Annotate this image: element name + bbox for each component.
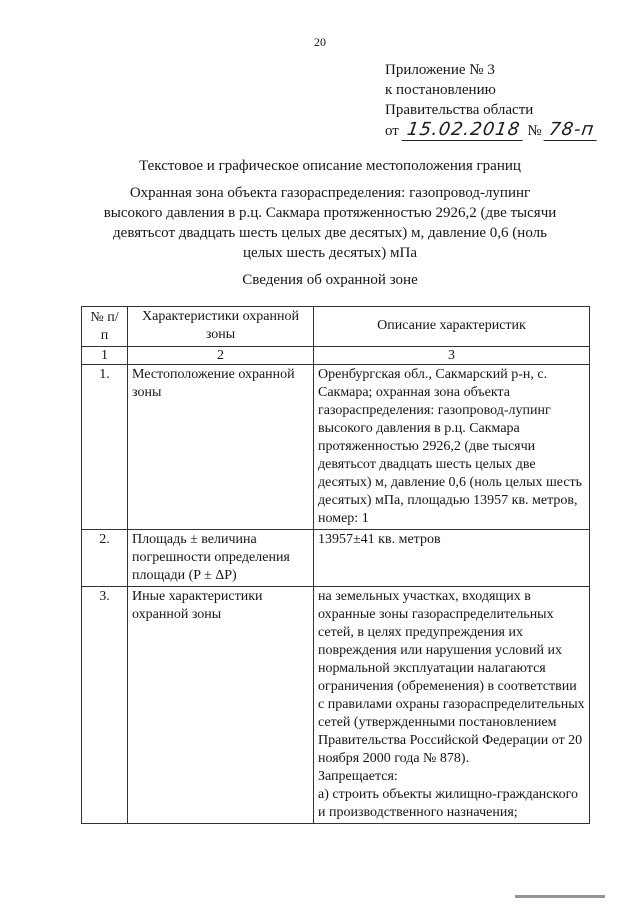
appendix-block [385,60,625,141]
table-header-row [82,307,590,347]
row-description: Оренбургская обл., Сакмарский р-н, с. Сакмара; охранная зона объекта газораспределения: газопровод-лупинг высокого давления в р.ц. Сакмара протяженностью 2926,2 (две тысячи девятьсот двадцать шесть целых две десятых) м, давление 0,6 (ноль целых шесть десятых) мПа, площадью 13957 кв. метров, номер: 1 [314,365,590,530]
row-description-cell [314,587,590,824]
zone-info-table [81,306,590,824]
table-row [82,365,590,530]
appendix-date-line [385,120,625,141]
row-number: 1. [82,365,128,530]
document-title: Текстовое и графическое описание местоположения границ [139,158,521,174]
section-title: Сведения об охранной зоне [242,272,418,288]
column-number: 3 [314,347,590,365]
column-number: 1 [82,347,128,365]
table-row [82,530,590,587]
row-number: 2. [82,530,128,587]
prohibited-item: а) строить объекты жилищно-гражданского и производственного назначения; [318,787,578,820]
column-number: 2 [128,347,314,365]
header-description: Описание характеристик [314,307,590,347]
row-characteristic: Местоположение охранной зоны [128,365,314,530]
scan-artifact-mark [515,895,605,898]
table-row [82,587,590,824]
number-prefix: № [527,123,542,139]
date-prefix: от [385,123,399,139]
header-num: № п/п [82,307,128,347]
prohibited-label: Запрещается: [318,769,398,784]
appendix-line-3: Правительства области [385,102,534,118]
row-description: на земельных участках, входящих в охранные зоны газораспределительных сетей, в целях предупреждения их повреждения или нарушения условий их нормальной эксплуатации налагаются ограничения (обременения) в соответствии с правилами охраны газораспределительных сетей (утвержденными постановлением Правительства Российской Федерации от 20 ноября 2000 года № 878). [318,589,585,766]
row-characteristic: Площадь ± величина погрешности определения площади (P ± ΔP) [128,530,314,587]
row-description: 13957±41 кв. метров [314,530,590,587]
handwritten-date: 15.02.2018 [401,120,525,141]
row-characteristic: Иные характеристики охранной зоны [128,587,314,824]
page-number: 20 [314,35,326,49]
zone-description: Охранная зона объекта газораспределения: газопровод-лупинг высокого давления в р.ц. Сакмара протяженностью 2926,2 (две тысячи девятьсот двадцать шесть целых две десятых) м, давление 0,6 (ноль целых шесть десятых) мПа [103,185,557,261]
column-number-row [82,347,590,365]
appendix-line-2: к постановлению [385,82,496,98]
header-characteristic: Характеристики охранной зоны [128,307,314,347]
appendix-line-1: Приложение № 3 [385,62,495,78]
row-number: 3. [82,587,128,824]
handwritten-number: 78-п [544,120,600,141]
